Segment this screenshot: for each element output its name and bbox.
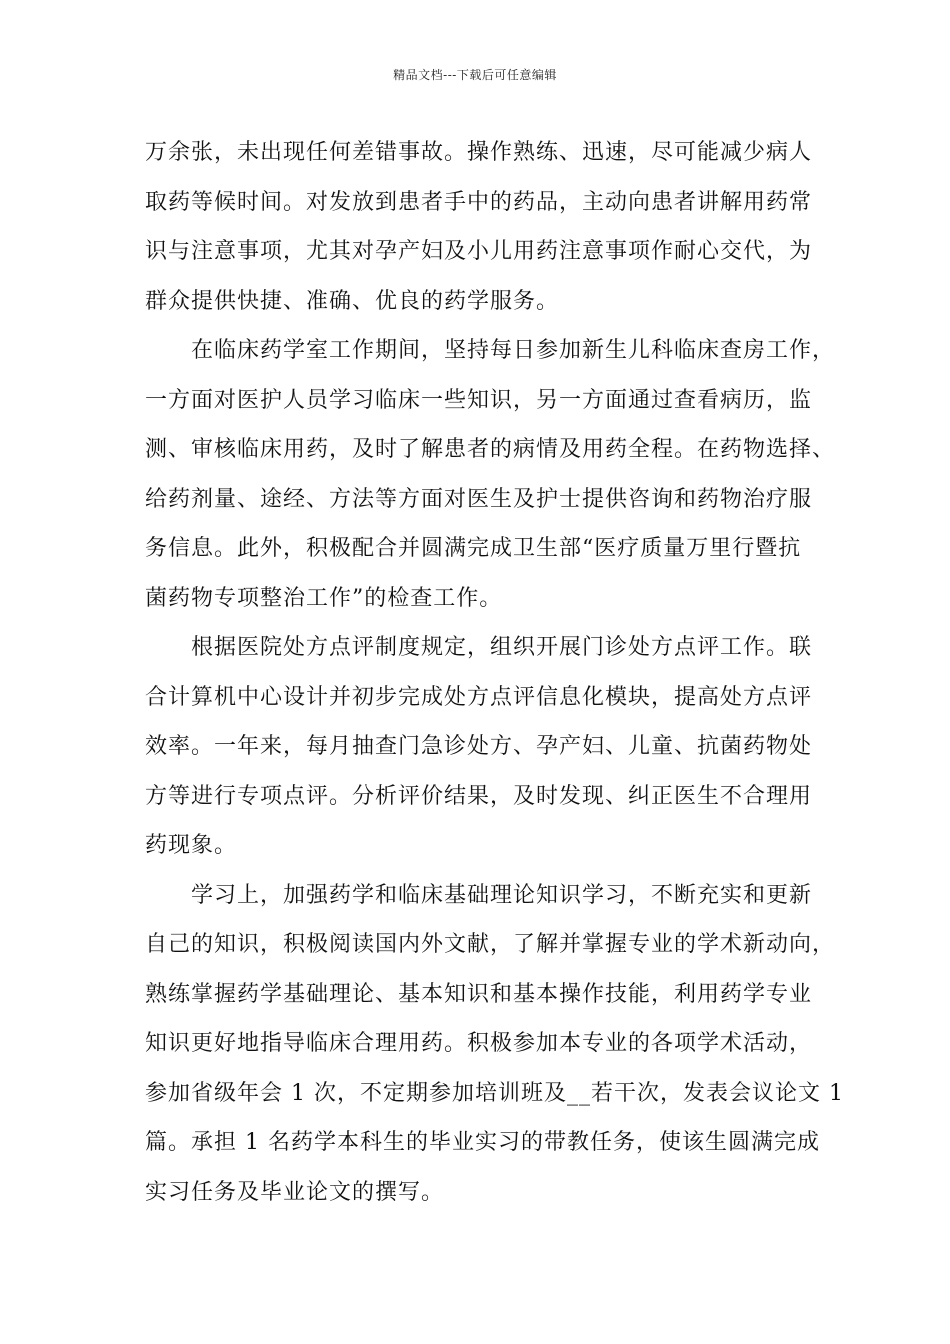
text-line: 参加省级年会 1 次，不定期参加培训班及__若干次，发表会议论文 1	[145, 1080, 844, 1106]
paragraph-4	[145, 871, 844, 1218]
paragraph-2	[145, 326, 836, 623]
text-line: 知识更好地指导临床合理用药。积极参加本专业的各项学术活动，	[145, 1031, 813, 1056]
text-line: 效率。一年来，每月抽查门急诊处方、孕产妇、儿童、抗菌药物处	[145, 734, 813, 759]
paragraph-3	[145, 623, 825, 871]
page-header: 精品文档---下载后可任意编辑	[393, 68, 557, 82]
text-line: 菌药物专项整治工作”的检查工作。	[145, 585, 503, 611]
text-line: 识与注意事项，尤其对孕产妇及小儿用药注意事项作耐心交代，为	[145, 239, 813, 264]
text-line: 务信息。此外，积极配合并圆满完成卫生部“医疗质量万里行暨抗	[145, 536, 802, 561]
text-line: 自己的知识，积极阅读国内外文献，了解并掌握专业的学术新动向，	[145, 932, 836, 957]
paragraph-1	[145, 128, 825, 326]
text-line: 学习上，加强药学和临床基础理论知识学习，不断充实和更新	[191, 882, 813, 908]
text-line: 群众提供快捷、准确、优良的药学服务。	[145, 288, 560, 314]
text-line: 根据医院处方点评制度规定，组织开展门诊处方点评工作。联	[191, 635, 813, 660]
document-body	[145, 128, 844, 1217]
text-line: 熟练掌握药学基础理论、基本知识和基本操作技能，利用药学专业	[145, 981, 813, 1007]
text-line: 万余张，未出现任何差错事故。操作熟练、迅速，尽可能减少病人	[145, 140, 813, 165]
text-line: 实习任务及毕业论文的撰写。	[145, 1179, 445, 1205]
text-line: 在临床药学室工作期间，坚持每日参加新生儿科临床查房工作，	[191, 338, 836, 363]
text-line: 一方面对医护人员学习临床一些知识，另一方面通过查看病历，监	[145, 387, 813, 413]
text-line: 给药剂量、途经、方法等方面对医生及护士提供咨询和药物治疗服	[145, 486, 813, 512]
text-line: 测、审核临床用药，及时了解患者的病情及用药全程。在药物选择、	[145, 437, 836, 462]
text-line: 篇。承担 1 名药学本科生的毕业实习的带教任务，使该生圆满完成	[145, 1130, 820, 1155]
text-line: 方等进行专项点评。分析评价结果，及时发现、纠正医生不合理用	[145, 783, 813, 809]
text-line: 合计算机中心设计并初步完成处方点评信息化模块，提高处方点评	[145, 684, 813, 710]
text-line: 取药等候时间。对发放到患者手中的药品，主动向患者讲解用药常	[145, 189, 813, 215]
text-line: 药现象。	[145, 833, 238, 858]
